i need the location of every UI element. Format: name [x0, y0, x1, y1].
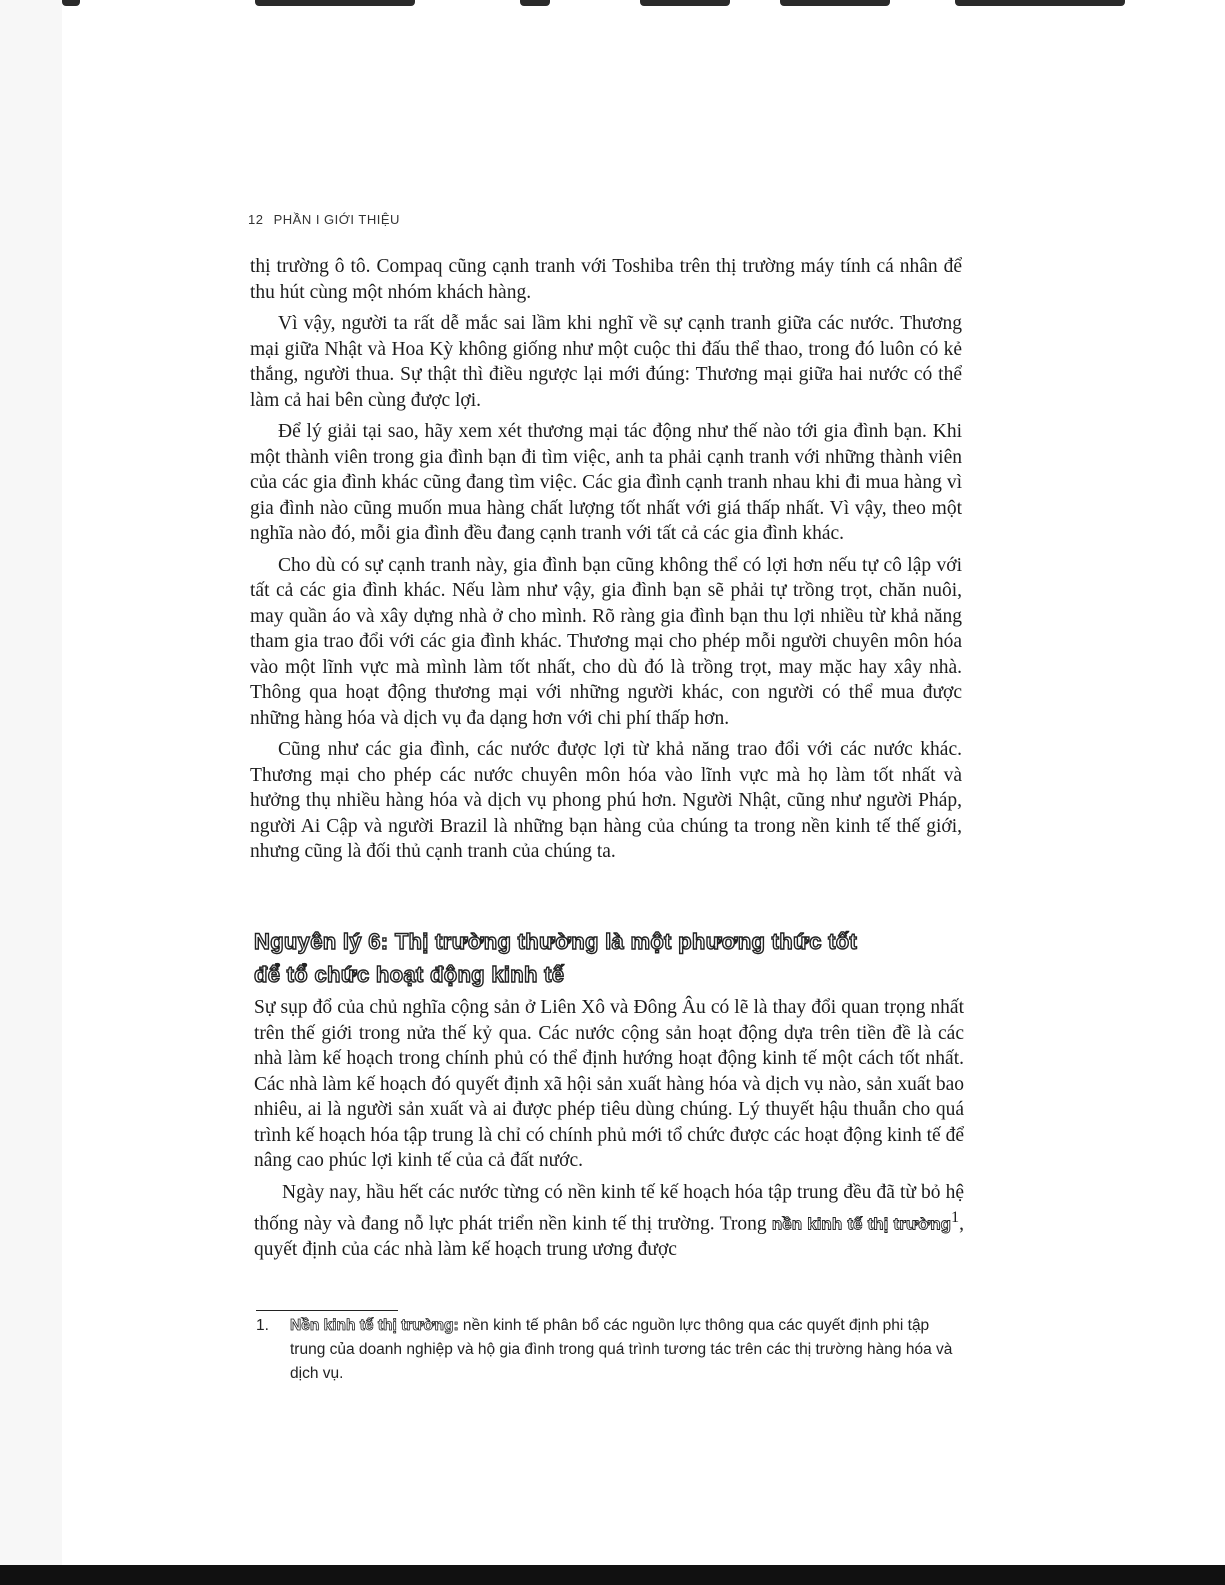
footnote-divider [256, 1310, 398, 1311]
scan-top-edge [0, 0, 1225, 14]
heading-line: để tổ chức hoạt động kinh tế [254, 962, 565, 987]
paragraph [254, 1180, 964, 1263]
page-number: 12 [248, 212, 264, 227]
paragraph: thị trường ô tô. Compaq cũng cạnh tranh với Toshiba trên thị trường máy tính cá nhân để thu hút cùng một nhóm khách hàng. [250, 256, 962, 303]
scan-margin [0, 0, 62, 1585]
body-text [250, 254, 962, 871]
heading-line: Nguyên lý 6: Thị trường thường là một phương thức tốt [254, 929, 858, 954]
key-term: nền kinh tế thị trường [771, 1214, 951, 1234]
paragraph: Vì vậy, người ta rất dễ mắc sai lầm khi nghĩ về sự cạnh tranh giữa các nước. Thương mại giữa Nhật và Hoa Kỳ không giống như một cuộc thi đấu thể thao, trong đó luôn có kẻ thắng, người thua. Sự thật thì điều ngược lại mới đúng: Thương mại giữa hai nước có thể làm cả hai bên cùng được lợi. [250, 313, 962, 411]
footnote-term: Nền kinh tế thị trường: [290, 1317, 459, 1334]
footnote-text: nền kinh tế phân bổ các nguồn lực thông qua các quyết định phi tập trung của doanh nghiệp và hộ gia đình trong quá trình tương tác trên các thị trường hàng hóa và dịch vụ. [290, 1317, 953, 1382]
section-heading [254, 925, 974, 991]
footnote-ref: 1 [951, 1208, 960, 1226]
paragraph: Cũng như các gia đình, các nước được lợi từ khả năng trao đổi với các nước khác. Thương mại cho phép các nước chuyên môn hóa vào lĩnh vực mà họ làm tốt nhất và hưởng thụ nhiều hàng hóa và dịch vụ phong phú hơn. Người Nhật, cũng như người Pháp, người Ai Cập và người Brazil là những bạn hàng của chúng ta trong nền kinh tế thế giới, nhưng cũng là đối thủ cạnh tranh của chúng ta. [250, 739, 962, 862]
running-header [248, 212, 400, 227]
paragraph-text: Ngày nay, hầu hết các nước từng có nền kinh tế kế hoạch hóa tập trung đều đã từ bỏ hệ thống này và đang nỗ lực phát triển nền kinh tế thị trường. Trong [254, 1181, 964, 1235]
footnote-body [290, 1314, 968, 1386]
footnote [256, 1314, 968, 1386]
section-title: PHẦN I GIỚI THIỆU [273, 212, 400, 227]
paragraph: Sự sụp đổ của chủ nghĩa cộng sản ở Liên Xô và Đông Âu có lẽ là thay đổi quan trọng nhất trên thế giới trong nửa thế kỷ qua. Các nước cộng sản hoạt động dựa trên tiền đề là các nhà làm kế hoạch trong chính phủ có thể định hướng hoạt động kinh tế một cách tốt nhất. Các nhà làm kế hoạch đó quyết định xã hội sản xuất hàng hóa và dịch vụ nào, sản xuất bao nhiêu, ai là người sản xuất và ai được phép tiêu dùng chúng. Lý thuyết hậu thuẫn cho quá trình kế hoạch hóa tập trung là chỉ có chính phủ mới tổ chức được các hoạt động kinh tế để nâng cao phúc lợi kinh tế của cả đất nước. [254, 997, 964, 1171]
scan-bottom-edge [0, 1565, 1225, 1585]
paragraph: Cho dù có sự cạnh tranh này, gia đình bạn cũng không thể có lợi hơn nếu tự cô lập với tất cả các gia đình khác. Nếu làm như vậy, gia đình bạn sẽ phải tự trồng trọt, chăn nuôi, may quần áo và xây dựng nhà ở cho mình. Rõ ràng gia đình bạn thu lợi nhiều từ khả năng tham gia trao đổi với các gia đình khác. Thương mại cho phép mỗi người chuyên môn hóa vào một lĩnh vực mà mình làm tốt nhất, cho dù đó là trồng trọt, may mặc hay xây nhà. Thông qua hoạt động thương mại với những người khác, con người có thể mua được những hàng hóa và dịch vụ đa dạng hơn với chi phí thấp hơn. [250, 554, 962, 729]
footnote-number: 1. [256, 1317, 269, 1334]
section-text [254, 995, 964, 1269]
paragraph-text: , quyết định của các nhà làm kế hoạch trung ương được [254, 1213, 964, 1260]
paragraph: Để lý giải tại sao, hãy xem xét thương mại tác động như thế nào tới gia đình bạn. Khi một thành viên trong gia đình bạn đi tìm việc, anh ta phải cạnh tranh với những thành viên của các gia đình khác cũng đang tìm việc. Các gia đình cạnh tranh nhau khi đi mua hàng vì gia đình nào cũng muốn mua hàng chất lượng tốt nhất với giá thấp nhất. Vì vậy, theo một nghĩa nào đó, mỗi gia đình đều đang cạnh tranh với tất cả các gia đình khác. [250, 421, 962, 544]
